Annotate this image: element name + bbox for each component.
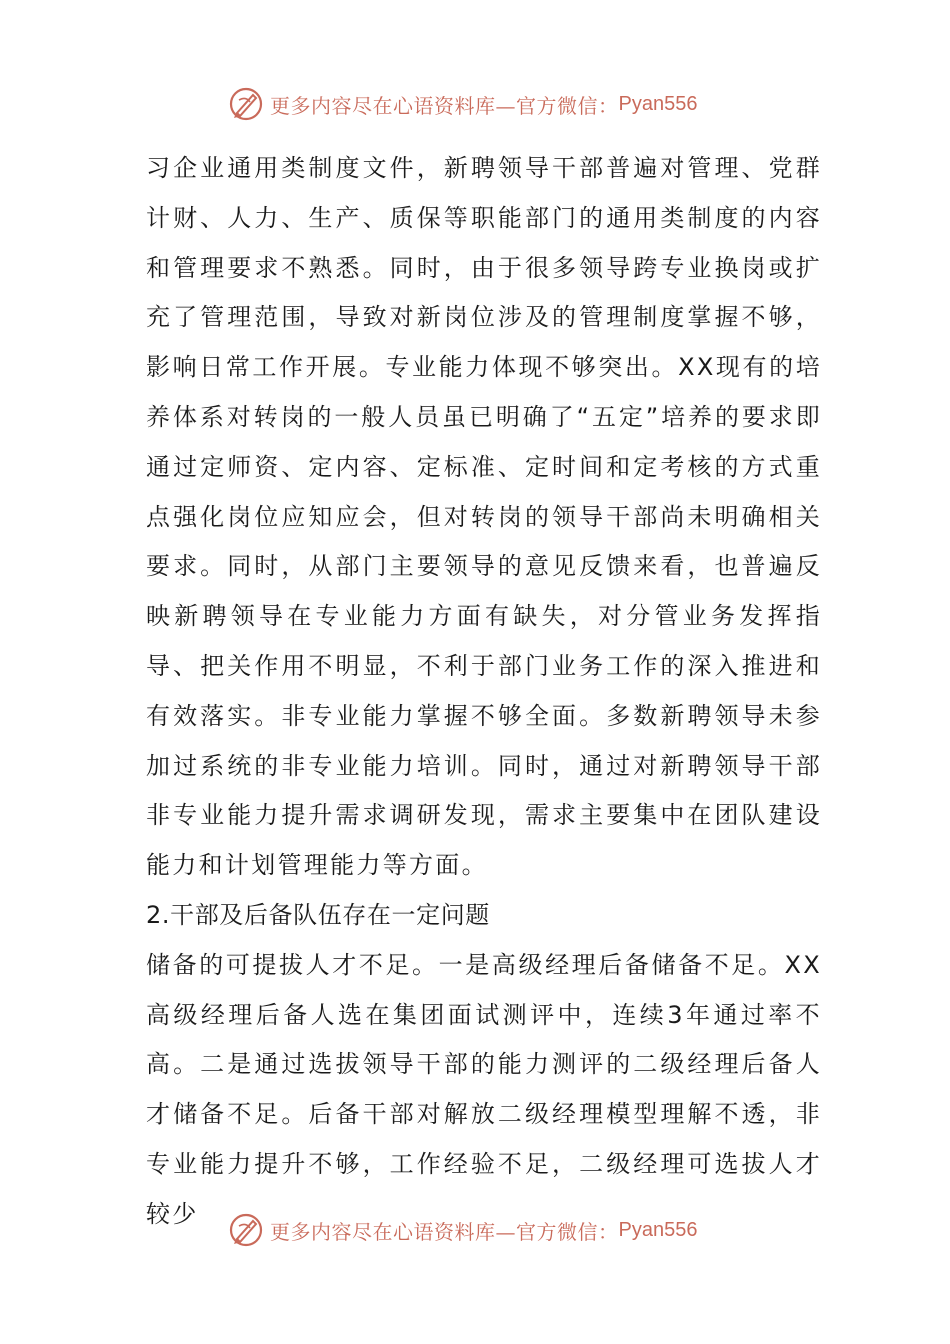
banner-wechat-id: Pyan556 <box>618 92 698 115</box>
section-heading: 2.干部及后备队伍存在一定问题 <box>146 900 490 929</box>
footer-banner <box>228 1210 697 1250</box>
banner-wechat-id: Pyan556 <box>618 1218 698 1241</box>
banner-text: 更多内容尽在心语资料库—官方微信： <box>270 93 619 118</box>
pen-logo-icon <box>228 86 264 122</box>
pen-logo-icon <box>228 1212 264 1248</box>
banner-text: 更多内容尽在心语资料库—官方微信： <box>270 1219 619 1244</box>
paragraph-2: 储备的可提拔人才不足。一是高级经理后备储备不足。XX高级经理后备人选在集团面试测评中，连续3年通过率不高。二是通过选拔领导干部的能力测评的二级经理后备人才储备不足。后备干部对解放二级经理模型理解不透，非专业能力提升不够，工作经验不足，二级经理可选拔人才较少 <box>146 950 822 1228</box>
document-body <box>146 144 822 1240</box>
header-banner <box>228 84 697 124</box>
paragraph-1: 习企业通用类制度文件，新聘领导干部普遍对管理、党群计财、人力、生产、质保等职能部门的通用类制度的内容和管理要求不熟悉。同时，由于很多领导跨专业换岗或扩充了管理范围，导致对新岗位涉及的管理制度掌握不够，影响日常工作开展。专业能力体现不够突出。XX现有的培养体系对转岗的一般人员虽已明确了“五定”培养的要求即通过定师资、定内容、定标准、定时间和定考核的方式重点强化岗位应知应会，但对转岗的领导干部尚未明确相关要求。同时，从部门主要领导的意见反馈来看，也普遍反映新聘领导在专业能力方面有缺失，对分管业务发挥指导、把关作用不明显，不利于部门业务工作的深入推进和有效落实。非专业能力掌握不够全面。多数新聘领导未参加过系统的非专业能力培训。同时，通过对新聘领导干部非专业能力提升需求调研发现，需求主要集中在团队建设能力和计划管理能力等方面。 <box>146 154 822 880</box>
